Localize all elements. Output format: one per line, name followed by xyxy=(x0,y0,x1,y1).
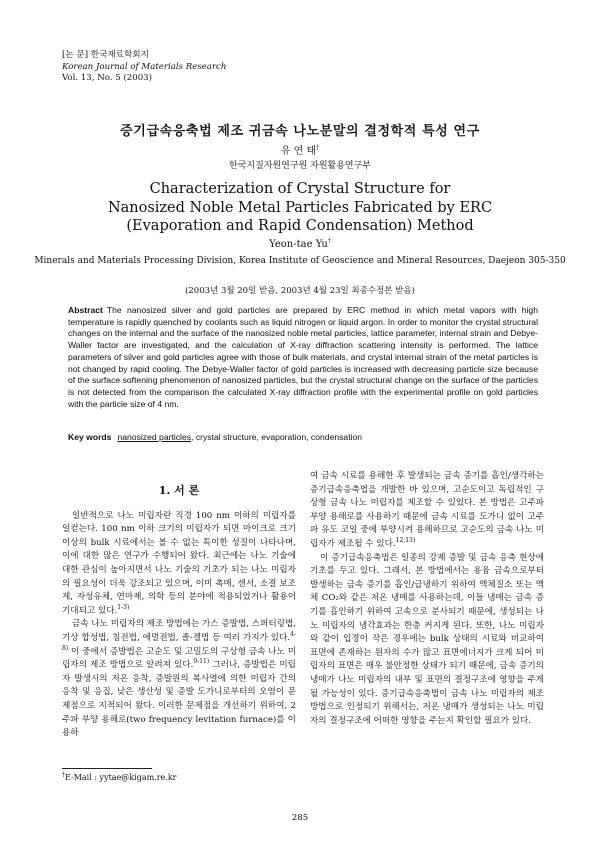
author-english-mark: † xyxy=(327,237,331,245)
citation: 4-8) xyxy=(62,631,296,652)
author-korean-name: 유 연 태 xyxy=(280,146,317,157)
citation: 12,13) xyxy=(395,537,416,545)
intro-paragraph-1-text: 일반적으로 나노 미립자란 직경 100 nm 이하의 미립자를 일컫는다. 100 nm 이하 크기의 미립자가 되면 마이크로 크기 이상의 bulk 시료에서는 볼 수 없는 특이한 성질이 나타나며, 이에 대한 많은 연구가 수행되어 왔다. 최근에는 나노 기술에 대한 관심이 높아지면서 나노 기술의 기초가 되는 나노 미립자의 필요성이 더욱 강조되고 있으며, 이미 촉매, 센서, 소결 보조제, 자성유체, 연마제, 의학 등의 분야에 적용되었거나 활용이 기대되고 있다. xyxy=(62,510,296,616)
keywords-rest: , crystal structure, evaporation, condensation xyxy=(191,432,363,442)
keywords-label: Key words xyxy=(68,432,112,442)
intro-paragraph-3 xyxy=(310,470,544,552)
title-english-line3: (Evaporation and Rapid Condensation) Method xyxy=(126,218,474,234)
page-number: 285 xyxy=(291,813,309,823)
intro-paragraph-2-text-a: 금속 나노 미립자의 제조 방법에는 가스 증발법, 스퍼터링법, 기상 합성법, 침전법, 에멀전법, 졸-겔법 등 여러 가지가 있다. xyxy=(62,619,296,643)
author-english-name: Yeon-tae Yu xyxy=(269,239,328,250)
author-english xyxy=(0,239,600,250)
title-korean: 증기급속응축법 제조 귀금속 나노분말의 결정학적 특성 연구 xyxy=(120,124,480,139)
citation: 9-11) xyxy=(193,658,210,666)
author-korean xyxy=(0,142,600,157)
abstract-text: The nanosized silver and gold particles are prepared by ERC method in which metal vapors with high temperature is rapidly quenched by coolants such as liquid nitrogen or liquid argon. In order to monitor the crystal structural changes on the internal and the surface of the nanosized noble metal particles, lattice parameter, internal strain and Debye-Waller factor are investigated, and the calculation of X-ray diffraction scattering intensity is performed. The lattice parameters of silver and gold particles agree with those of bulk materials, and crystal internal strain of the metal particles is not changed by rapid cooling. The Debye-Waller factor of gold particles is increased with decreasing particle size because of the surface softening phenomenon of nanosized particles, but the crystal structural change on the surface of the particles is not detected from the comparison the calculated X-ray diffraction profile with the experimental profile on gold particles with the particle size of 4 nm. xyxy=(68,305,538,409)
section-heading-introduction: 1. 서 론 xyxy=(158,484,200,497)
intro-paragraph-2-text-b: 이 중에서 증발법은 고순도 및 고밀도의 구상형 금속 나노 미립자의 제조 방법으로 알려져 있다. xyxy=(62,646,296,671)
title-english-line2: Nanosized Noble Metal Particles Fabricated by ERC xyxy=(107,199,493,216)
footnote-divider xyxy=(62,768,152,769)
journal-header-line3: Vol. 13, No. 5 (2003) xyxy=(62,73,152,83)
intro-paragraph-3-text: 여 금속 시료를 용해한 후 발생되는 금속 증기를 흡인/생각하는 증기급속응축법을 개발한 바 있으며, 고순도이고 독립적인 구상형 금속 나노 미립자를 제조할 수 있었다. 본 방법은 고주파 부양 용해로를 사용하기 때문에 금속 시료를 도가니 없이 고주파 유도 코일 중에 부양시켜 용해하므로 고순도의 금속 나노 미립자가 제조될 수 있다. xyxy=(310,471,544,549)
footnote xyxy=(62,773,177,782)
keywords xyxy=(68,432,538,442)
left-column xyxy=(62,470,296,741)
title-english xyxy=(0,180,600,236)
affiliation-korean: 한국지질자원연구원 자원활용연구부 xyxy=(229,161,371,171)
footnote-email[interactable]: E-Mail : yytae@kigam.re.kr xyxy=(65,773,177,782)
keyword-first: nanosized particles xyxy=(117,432,192,442)
author-korean-mark: † xyxy=(316,144,320,152)
intro-paragraph-2-text-c: 그러나, 증발법은 미립자 발생시의 저온 응착, 증발원의 복사열에 의한 미립자 간의 응착 및 응집, 낮은 생산성 및 증발 도가니로부터의 오염이 문제점으로 지적되어 왔다. 이러한 문제점을 개선하기 위하여, 2주파 부양 용해로(two frequency levitation furnace)를 이용하 xyxy=(62,660,296,739)
journal-header-line1: [논 문] 한국재료학회지 xyxy=(62,50,149,60)
right-column xyxy=(310,470,544,728)
title-english-line1: Characterization of Crystal Structure for xyxy=(149,181,451,197)
footnote-mark: † xyxy=(62,771,65,779)
intro-paragraph-1 xyxy=(62,510,296,619)
journal-header-line2: Korean Journal of Materials Research xyxy=(62,61,227,72)
abstract-label: Abstract xyxy=(68,305,103,315)
intro-paragraph-4: 이 증기급속응축법은 일종의 강제 증발 및 금속 응축 현상에 기초를 두고 있다. 그래서, 본 방법에서는 용융 금속으로부터 발생하는 금속 증기를 흡인/급냉하기 위하여 액체질소 또는 액체 CO₂와 같은 저온 냉매를 사용하는데, 이들 냉매는 금속 증기를 흡인하기 위하여 고속으로 분사되기 때문에, 생성되는 나노 미립자의 냉각효과는 한층 커지게 된다. 또한, 나노 미립자와 같이 입경이 작은 경우에는 bulk 상태의 시료와 비교하여 표면에 존재하는 원자의 수가 많고 표면에너지가 크게 되어 미립자의 표면은 매우 불안정한 상태가 되기 때문에, 금속 증기의 냉매가 나노 미립자의 내부 및 표면의 결정구조에 영향을 주게 될 가능성이 있다. 증기급속응축법이 금속 나노 미립자의 제조 방법으로 인정되기 위해서는, 저온 냉매가 생성되는 나노 미립자의 결정구조에 어떠한 영향을 주는지 확인할 필요가 있다. xyxy=(310,552,544,726)
citation: 1-3) xyxy=(117,603,130,611)
received-dates: (2003년 3월 20일 받음, 2003년 4월 23일 최종수정본 받음) xyxy=(185,286,415,296)
affiliation-english: Minerals and Materials Processing Division, Korea Institute of Geoscience and Mineral Resources, Daejeon 305-350 xyxy=(34,256,566,266)
intro-paragraph-2 xyxy=(62,618,296,740)
abstract xyxy=(68,305,538,410)
journal-header xyxy=(62,50,226,85)
